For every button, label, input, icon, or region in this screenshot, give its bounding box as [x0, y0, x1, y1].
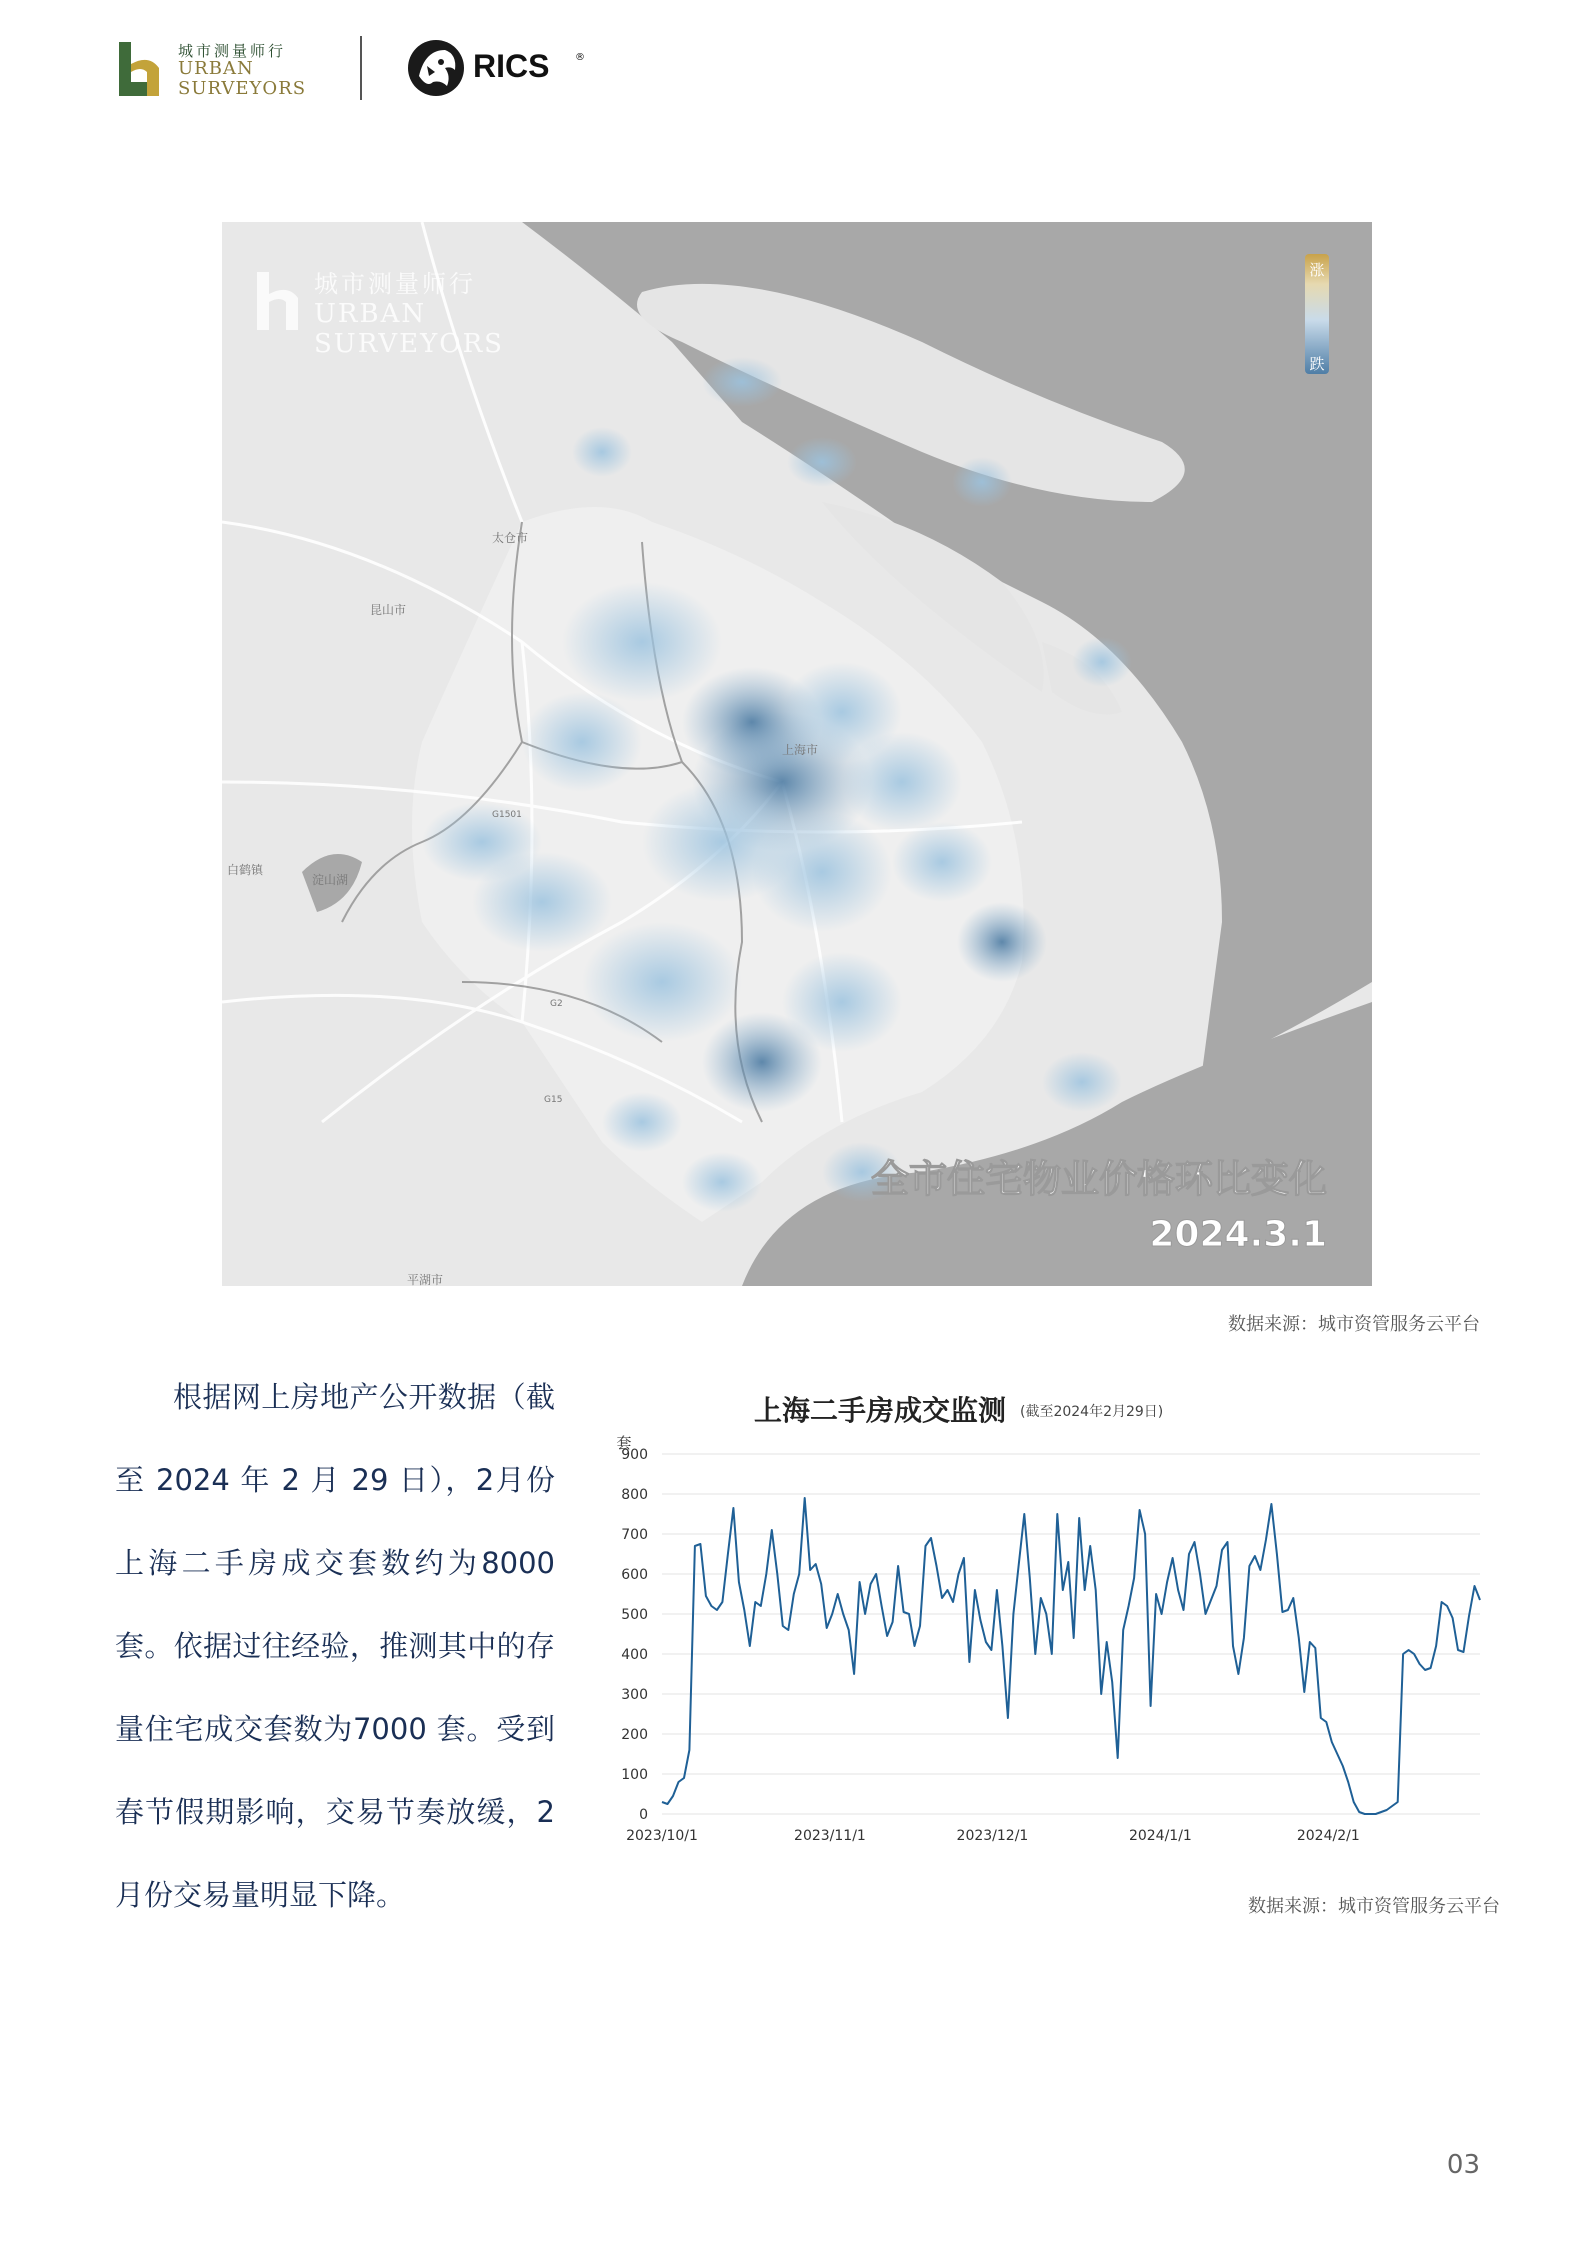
- body-line: 月份上海二手房成交套数约为: [115, 1463, 555, 1580]
- map-place-label: G1501: [492, 810, 522, 820]
- chart-y-tick-label: 600: [621, 1567, 648, 1583]
- body-paragraph: [115, 1356, 555, 1937]
- chart-y-tick-label: 200: [621, 1727, 648, 1743]
- chart-y-tick-label: 700: [621, 1527, 648, 1543]
- chart-y-tick-label: 800: [621, 1487, 648, 1503]
- transaction-line-chart: [600, 1382, 1500, 1852]
- chart-y-ticks: [621, 1447, 648, 1823]
- map-place-label: 淀山湖: [312, 873, 349, 887]
- body-line: 交易节奏放缓，2 月份交易量明: [115, 1795, 555, 1912]
- body-line: 8000 套。依据过往经验，推测: [115, 1546, 555, 1663]
- map-legend-high-label: 涨: [1309, 261, 1325, 279]
- chart-x-tick-label: 2024/1/1: [1128, 1828, 1192, 1844]
- price-change-heatmap: [222, 222, 1372, 1286]
- body-line: 其中的存量住宅成交套数为: [115, 1629, 555, 1746]
- chart-y-tick-label: 500: [621, 1607, 648, 1623]
- logo-chinese-name: 城市测量师行: [178, 42, 287, 60]
- rics-registered-mark: ®: [575, 52, 585, 63]
- body-line: 根据网上房地产公开数据: [173, 1380, 497, 1414]
- map-data-source: 数据来源：城市资管服务云平台: [1228, 1314, 1480, 1335]
- map-date: 2024.3.1: [1149, 1214, 1327, 1255]
- urban-surveyors-logo-icon: [115, 38, 167, 100]
- body-line: 7000 套。受到春节假期影响，: [115, 1712, 555, 1829]
- map-watermark-en2: SURVEYORS: [314, 329, 504, 359]
- chart-y-tick-label: 900: [621, 1447, 648, 1463]
- chart-y-axis-label: 套: [616, 1434, 632, 1452]
- body-line: 显下降。: [289, 1878, 406, 1912]
- chart-x-tick-label: 2024/2/1: [1296, 1828, 1360, 1844]
- chart-x-tick-label: 2023/12/1: [956, 1828, 1029, 1844]
- chart-y-tick-label: 0: [639, 1807, 648, 1823]
- map-legend-low-label: 跌: [1309, 355, 1325, 373]
- chart-subtitle: (截至2024年2月29日): [1020, 1404, 1164, 1420]
- chart-x-tick-label: 2023/10/1: [626, 1828, 698, 1844]
- rics-wordmark: RICS: [473, 48, 550, 84]
- chart-grid: [662, 1454, 1480, 1814]
- body-line: （截至 2024 年 2 月 29 日），2: [115, 1380, 555, 1497]
- map-place-label: 昆山市: [370, 603, 407, 617]
- chart-data-source: 数据来源：城市资管服务云平台: [1248, 1896, 1500, 1917]
- chart-x-ticks: [626, 1828, 1360, 1844]
- chart-x-tick-label: 2023/11/1: [794, 1828, 866, 1844]
- chart-title: 上海二手房成交监测: [753, 1394, 1007, 1427]
- map-watermark-cn: 城市测量师行: [314, 271, 476, 298]
- map-place-label: G15: [544, 1095, 563, 1105]
- map-watermark-en1: URBAN: [314, 299, 427, 329]
- map-place-label: G2: [550, 999, 563, 1009]
- page-number: 03: [1446, 2150, 1480, 2180]
- rics-lion-icon: [405, 36, 467, 100]
- map-place-label: 白鹤镇: [227, 863, 264, 877]
- map-place-label: 平湖市: [407, 1273, 444, 1286]
- logo-english-line2: SURVEYORS: [178, 78, 307, 99]
- chart-series-line: [662, 1498, 1480, 1814]
- chart-y-tick-label: 100: [621, 1767, 648, 1783]
- chart-y-tick-label: 300: [621, 1687, 648, 1703]
- map-place-label: 太仓市: [492, 531, 529, 545]
- map-title: 全市住宅物业价格环比变化: [870, 1157, 1327, 1201]
- map-place-label: 上海市: [782, 743, 819, 757]
- logo-english-line1: URBAN: [178, 58, 254, 79]
- header-divider: [360, 36, 362, 100]
- chart-y-tick-label: 400: [621, 1647, 648, 1663]
- chart-series: [662, 1498, 1480, 1814]
